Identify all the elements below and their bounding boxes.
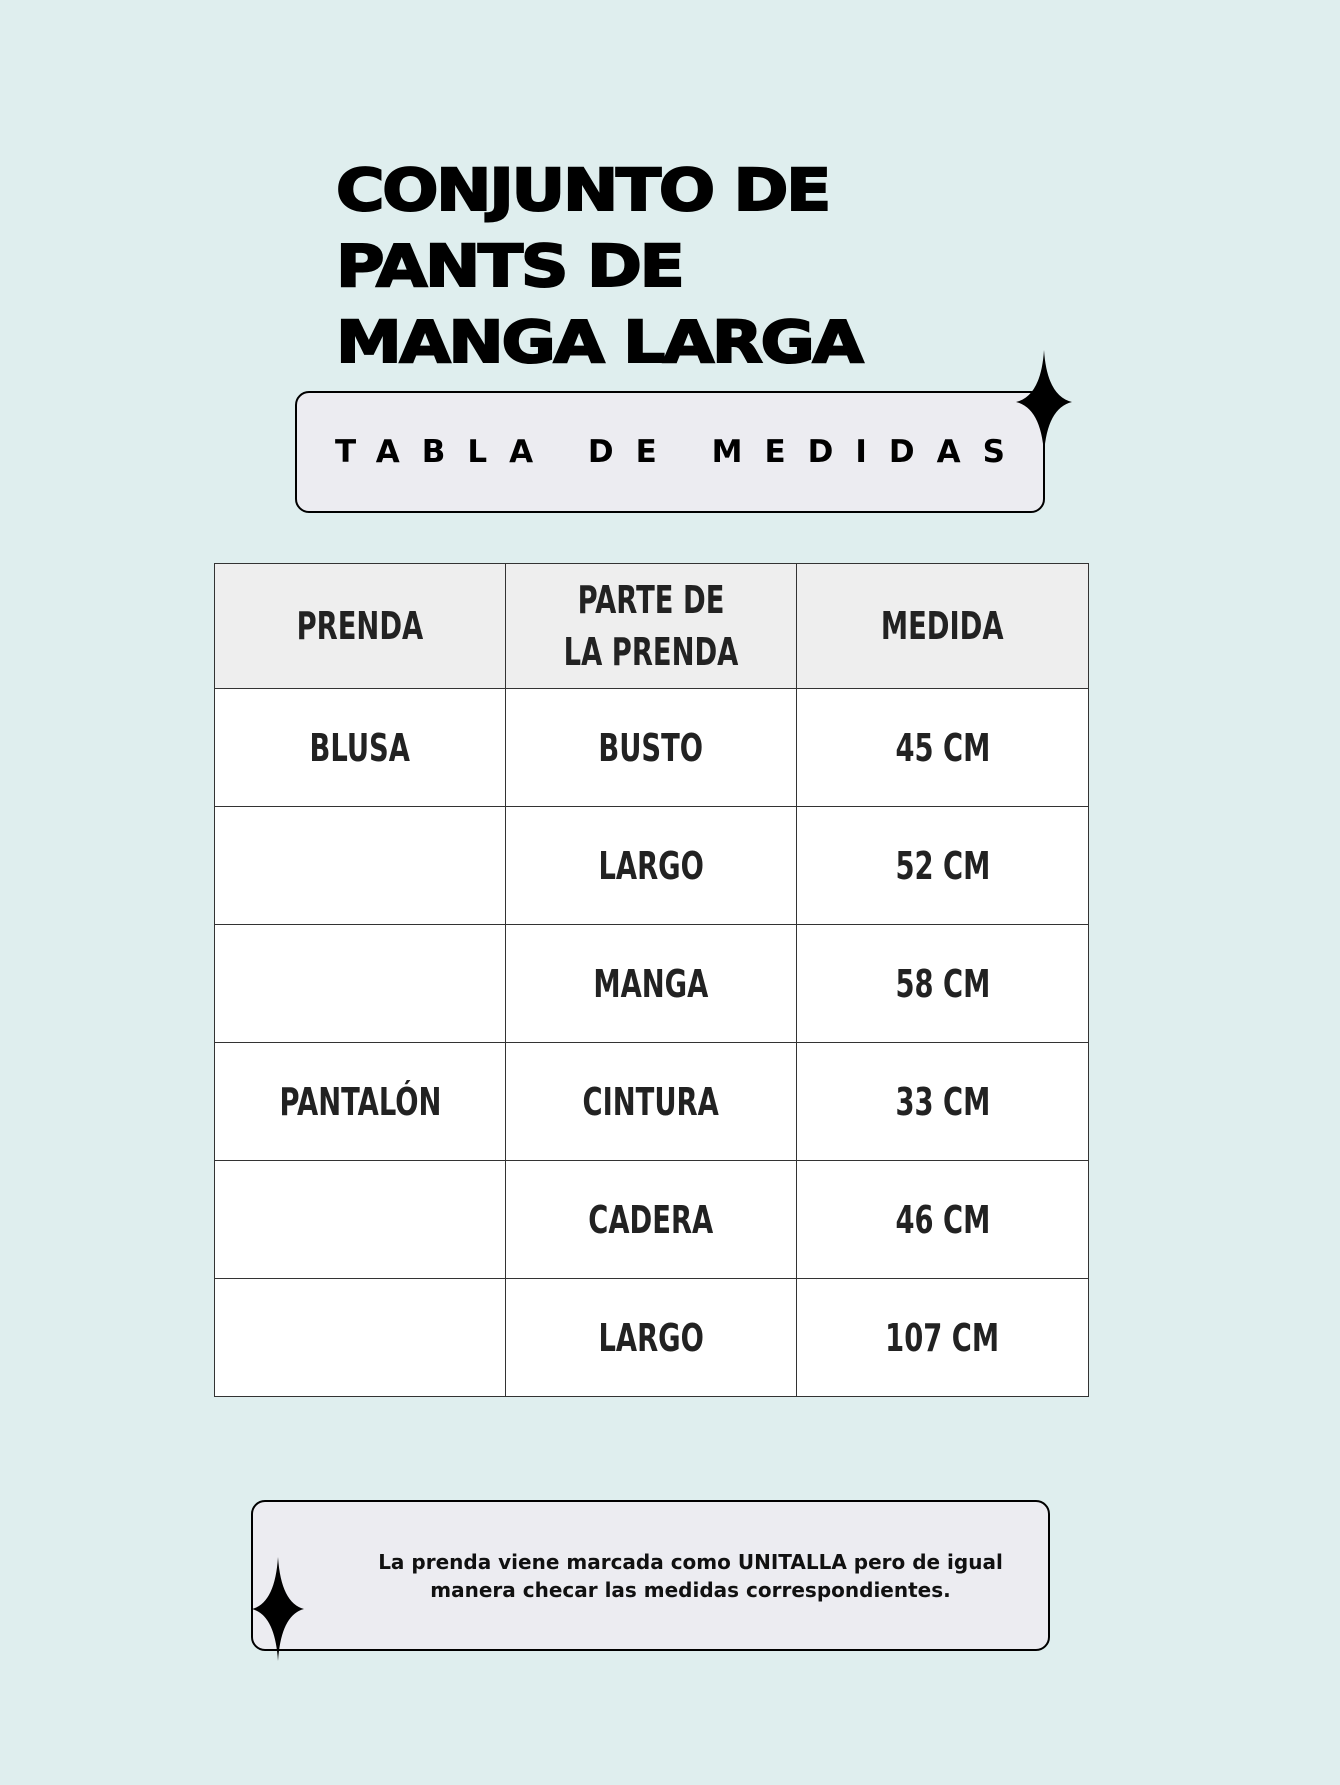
cell-prenda — [215, 1279, 506, 1397]
cell-prenda: PANTALÓN — [215, 1043, 506, 1161]
note-text: La prenda viene marcada como UNITALLA pero de igual manera checar las medidas correspondientes. — [378, 1550, 1003, 1602]
cell-parte: CADERA — [506, 1161, 797, 1279]
table-row — [215, 925, 1089, 1043]
cell-medida: 33 CM — [797, 1043, 1089, 1161]
cell-prenda: BLUSA — [215, 689, 506, 807]
table-row — [215, 807, 1089, 925]
table-row — [215, 689, 1089, 807]
cell-prenda — [215, 807, 506, 925]
table-row — [215, 1043, 1089, 1161]
title-line-2: PANTS DE — [336, 232, 683, 300]
note-box — [251, 1500, 1050, 1651]
header-medida: MEDIDA — [797, 564, 1089, 689]
title-line-3: MANGA LARGA — [336, 308, 862, 376]
cell-medida: 45 CM — [797, 689, 1089, 807]
measurements-table-wrapper — [214, 563, 1089, 1397]
sparkle-icon — [252, 1557, 304, 1661]
cell-parte: MANGA — [506, 925, 797, 1043]
table-row — [215, 1161, 1089, 1279]
sparkle-icon — [1016, 350, 1072, 454]
page-title — [336, 152, 861, 380]
cell-medida: 52 CM — [797, 807, 1089, 925]
header-prenda: PRENDA — [215, 564, 506, 689]
cell-medida: 58 CM — [797, 925, 1089, 1043]
cell-medida: 107 CM — [797, 1279, 1089, 1397]
header-parte: PARTE DE LA PRENDA — [506, 564, 797, 689]
cell-parte: LARGO — [506, 807, 797, 925]
cell-medida: 46 CM — [797, 1161, 1089, 1279]
title-line-1: CONJUNTO DE — [336, 156, 830, 224]
cell-parte: CINTURA — [506, 1043, 797, 1161]
cell-parte: LARGO — [506, 1279, 797, 1397]
cell-prenda — [215, 1161, 506, 1279]
banner-label: TABLA DE MEDIDAS — [335, 434, 1027, 470]
size-chart-banner — [295, 391, 1045, 513]
measurements-table — [214, 563, 1089, 1397]
table-header-row — [215, 564, 1089, 689]
table-row — [215, 1279, 1089, 1397]
cell-prenda — [215, 925, 506, 1043]
cell-parte: BUSTO — [506, 689, 797, 807]
